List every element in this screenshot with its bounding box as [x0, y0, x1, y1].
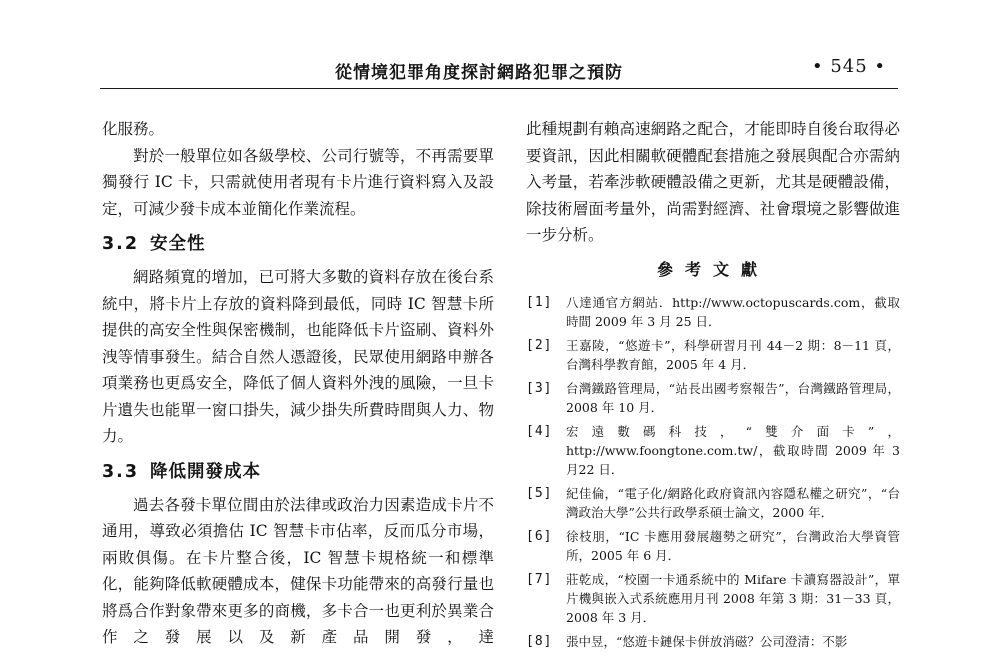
header-rule	[100, 88, 898, 89]
reference-number: [6]	[526, 528, 553, 544]
reference-number: [4]	[526, 423, 553, 439]
reference-number: [2]	[526, 337, 553, 353]
reference-number: [8]	[526, 633, 553, 649]
section-number: 3.2	[102, 234, 140, 254]
reference-item	[526, 336, 900, 374]
references-heading: 參考文獻	[656, 259, 769, 279]
reference-number: [3]	[526, 380, 553, 396]
reference-list	[526, 293, 900, 651]
paragraph: 網路頻寬的增加，已可將大多數的資料存放在後台系統中，將卡片上存放的資料降到最低，同時 IC 智慧卡所提供的高安全性與保密機制，也能降低卡片盜刷、資料外洩等情事發生。結合自然人憑證後，民眾使用網路申辦各項業務也更爲安全，降低了個人資料外洩的風險，一旦卡片遺失也能單一窗口掛失，減少掛失所費時間與人力、物力。	[102, 268, 494, 445]
reference-item	[526, 632, 900, 651]
reference-number: [5]	[526, 485, 553, 501]
reference-text: 王嘉陵，“悠遊卡”，科學研習月刊 44－2 期：8－11 頁，台灣科學教育館，2005 年 4 月．	[566, 337, 900, 372]
section-number: 3.3	[102, 461, 140, 482]
left-column	[102, 116, 494, 651]
paragraph: 此種規劃有賴高速網路之配合，才能即時自後台取得必要資訊，因此相關軟硬體配套措施之發展與配合亦需納入考量，若牽涉軟硬體設備之更新，尤其是硬體設備，除技術層面考量外，尚需對經濟、社會環境之影響做進一步分析。	[526, 120, 900, 244]
running-header	[0, 0, 1000, 100]
paragraph: 對於一般單位如各級學校、公司行號等，不再需要單獨發行 IC 卡，只需就使用者現有卡片進行資料寫入及設定，可減少發卡成本並簡化作業流程。	[102, 146, 494, 218]
reference-number: [1]	[526, 294, 553, 310]
reference-item	[526, 379, 900, 417]
section-heading-3-2	[102, 230, 494, 258]
section-heading-3-3	[102, 458, 494, 486]
reference-number: [7]	[526, 571, 553, 587]
reference-text: 台灣鐵路管理局，“站長出國考察報告”，台灣鐵路管理局，2008 年 10 月．	[566, 380, 900, 415]
reference-text: 紀佳倫，“電子化/網路化政府資訊內容隱私權之研究”，“台灣政治大學”公共行政學系碩士論文，2000 年．	[566, 485, 900, 520]
reference-item	[526, 570, 900, 627]
section-title: 降低開發成本	[150, 461, 261, 482]
reference-text: 莊乾成，“校園一卡通系統中的 Mifare 卡讀寫器設計”，單片機與嵌入式系統應用月刊 2008 年第 3 期：31－33 頁，2008 年 3 月．	[566, 571, 900, 625]
reference-item	[526, 422, 900, 479]
reference-text: 張中昱，“悠遊卡鏈保卡併放消磁？公司澄清：不影	[566, 633, 848, 649]
right-column	[526, 116, 900, 656]
reference-text: 徐枝朋，“IC 卡應用發展趨勢之研究”，台灣政治大學資管所，2005 年 6 月．	[566, 528, 900, 563]
section-title: 安全性	[150, 234, 206, 254]
reference-text: 八達通官方網站．http://www.octopuscards.com，截取時間 2009 年 3 月 25 日．	[566, 294, 900, 329]
paragraph: 過去各發卡單位間由於法律或政治力因素造成卡片不通用，導致必須擔估 IC 智慧卡市佔率，反而瓜分市場，兩敗俱傷。在卡片整合後，IC 智慧卡規格統一和標準化，能夠降低軟硬體成本，健保卡功能帶來的高發行量也將爲合作對象帶來更多的商機，多卡合一也更利於異業合作之發展以及新產品開發，達	[102, 495, 494, 646]
page-number: • 545 •	[812, 56, 887, 77]
reference-text: 宏遠數碼科技，“雙介面卡”，http://www.foongtone.com.tw/，截取時間 2009 年 3 月22 日．	[566, 423, 900, 477]
reference-item	[526, 484, 900, 522]
running-title: 從情境犯罪角度探討網路犯罪之預防	[335, 63, 623, 83]
reference-item	[526, 527, 900, 565]
paragraph: 化服務。	[102, 120, 165, 138]
reference-item	[526, 293, 900, 331]
